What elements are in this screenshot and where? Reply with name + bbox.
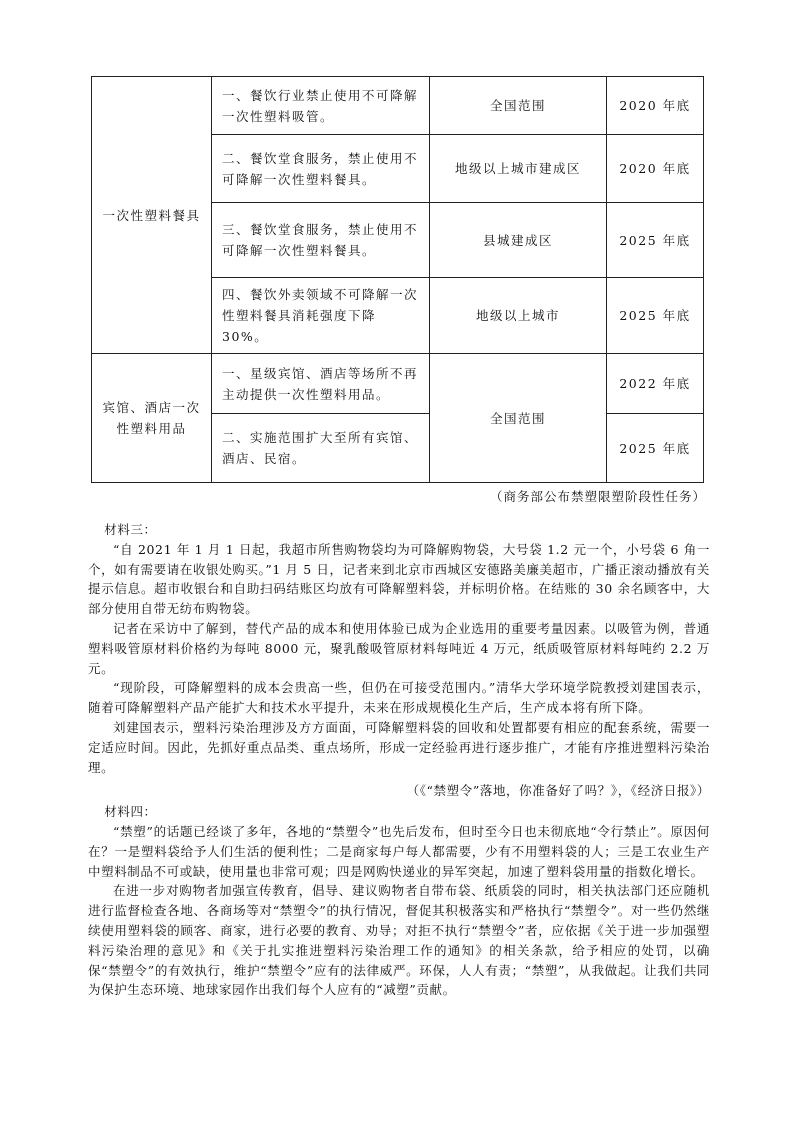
material-4-heading: 材料四： xyxy=(104,804,157,820)
material-3-heading: 材料三： xyxy=(104,522,157,537)
paragraph: 记者在采访中了解到，替代产品的成本和使用体验已成为企业选用的重要考量因素。以吸管为例，普通塑料吸管原材料价格约为每吨 8000 元，聚乳酸吸管原材料每吨近 4 万元，纸质吸管原材料每吨约 2.2 万元。 xyxy=(88,620,710,676)
deadline-cell: 2022 年底 xyxy=(607,354,704,414)
deadline-cell: 2025 年底 xyxy=(607,414,704,483)
paragraph: “自 2021 年 1 月 1 日起，我超市所售购物袋均为可降解购物袋，大号袋 1.2 元一个，小号袋 6 角一个，如有需要请在收银处购买。”1 月 5 日，记者来到北京市西城区安德路美廉美超市，广播正滚动播放有关提示信息。超市收银台和自助扫码结账区均放有可降解塑料袋，并标明价格。在结账的 30 余名顾客中，大部分使用自带无纺布购物袋。 xyxy=(88,541,710,617)
category-cell: 宾馆、酒店一次性塑料用品 xyxy=(92,354,212,483)
material-3-source: （《“禁塑令”落地，你准备好了吗？》，《经济日报》） xyxy=(406,783,710,799)
measure-cell: 三、餐饮堂食服务，禁止使用不可降解一次性塑料餐具。 xyxy=(212,203,430,278)
scope-cell: 全国范围 xyxy=(430,77,607,135)
paragraph: “禁塑”的话题已经谈了多年，各地的“禁塑令”也先后发布，但时至今日也未彻底地“令行禁止”。原因何在？一是塑料袋给予人们生活的便利性；二是商家每户每人都需要，少有不用塑料袋的人；三是工农业生产中塑料制品不可或缺，使用量也非常可观；四是网购快递业的异军突起，加速了塑料袋用量的指数化增长。 xyxy=(88,823,710,879)
category-cell: 一次性塑料餐具 xyxy=(92,77,212,354)
measure-cell: 一、餐饮行业禁止使用不可降解一次性塑料吸管。 xyxy=(212,77,430,135)
paragraph: 刘建国表示，塑料污染治理涉及方方面面，可降解塑料袋的回收和处置都要有相应的配套系统，需要一定适应时间。因此，先抓好重点品类、重点场所，形成一定经验再进行逐步推广，才能有序推进塑料污染治理。 xyxy=(88,719,710,775)
paragraph: 在进一步对购物者加强宣传教育，倡导、建议购物者自带布袋、纸质袋的同时，相关执法部门还应随机进行监督检查各地、各商场等对“禁塑令”的执行情况，督促其积极落实和严格执行“禁塑令”。对一些仍然继续使用塑料袋的顾客、商家，进行必要的教育、劝导；对拒不执行“禁塑令”者，应依据《关于进一步加强塑料污染治理的意见》和《关于扎实推进塑料污染治理工作的通知》的相关条款，给予相应的处罚，以确保“禁塑令”的有效执行，维护“禁塑令”应有的法律威严。环保，人人有责；“禁塑”，从我做起。让我们共同为保护生态环境、地球家园作出我们每个人应有的“减塑”贡献。 xyxy=(88,883,710,998)
deadline-cell: 2020 年底 xyxy=(607,135,704,203)
deadline-cell: 2025 年底 xyxy=(607,278,704,354)
scope-cell: 地级以上城市 xyxy=(430,278,607,354)
table-row xyxy=(92,354,704,414)
article-body xyxy=(88,520,710,1000)
deadline-cell: 2025 年底 xyxy=(607,203,704,278)
scope-cell: 地级以上城市建成区 xyxy=(430,135,607,203)
table-caption: （商务部公布禁塑限塑阶段性任务） xyxy=(489,489,706,504)
policy-table xyxy=(91,76,704,483)
scope-cell: 全国范围 xyxy=(430,354,607,483)
measure-cell: 四、餐饮外卖领域不可降解一次性塑料餐具消耗强度下降 30%。 xyxy=(212,278,430,354)
measure-cell: 二、实施范围扩大至所有宾馆、酒店、民宿。 xyxy=(212,414,430,483)
table-row xyxy=(92,77,704,135)
measure-cell: 二、餐饮堂食服务，禁止使用不可降解一次性塑料餐具。 xyxy=(212,135,430,203)
scope-cell: 县城建成区 xyxy=(430,203,607,278)
measure-cell: 一、星级宾馆、酒店等场所不再主动提供一次性塑料用品。 xyxy=(212,354,430,414)
deadline-cell: 2020 年底 xyxy=(607,77,704,135)
paragraph: “现阶段，可降解塑料的成本会贵高一些，但仍在可接受范围内。”清华大学环境学院教授刘建国表示，随着可降解塑料产品产能扩大和技术水平提升，未来在形成规模化生产后，生产成本将有所下降。 xyxy=(88,680,710,716)
